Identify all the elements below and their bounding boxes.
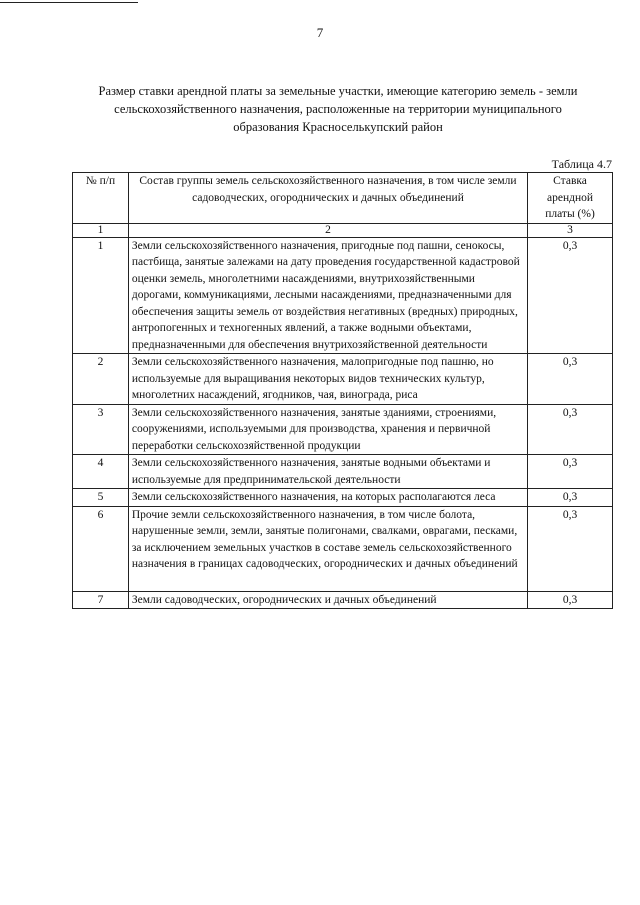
table-row — [73, 506, 613, 591]
row-spacer — [132, 573, 524, 591]
index-cell: 1 — [73, 223, 129, 237]
row-desc: Земли сельскохозяйственного назначения, занятые зданиями, строениями, сооружениями, используемыми для производства, хранения и первичной переработки сельскохозяйственной продукции — [128, 404, 527, 455]
page-number: 7 — [316, 25, 324, 40]
title-line-2: сельскохозяйственного назначения, расположенные на территории муниципального — [114, 102, 562, 116]
row-rate: 0,3 — [528, 489, 613, 507]
row-num: 3 — [73, 404, 129, 455]
row-desc: Земли садоводческих, огороднических и дачных объединений — [128, 591, 527, 609]
table-row — [73, 489, 613, 507]
row-rate: 0,3 — [528, 237, 613, 354]
top-rule — [0, 2, 138, 3]
table-row — [73, 404, 613, 455]
rent-rate-table — [72, 172, 613, 609]
table-row — [73, 455, 613, 489]
row-desc — [128, 506, 527, 591]
row-desc-text: Прочие земли сельскохозяйственного назначения, в том числе болота, нарушенные земли, земли, занятые полигонами, свалками, оврагами, песками, за исключением земельных участков в составе земель сельскохозяйственного назначения в границах садоводческих, огороднических и дачных объединений — [131, 508, 518, 570]
table-caption: Таблица 4.7 — [551, 157, 612, 171]
table-index-row — [73, 223, 613, 237]
header-num: № п/п — [73, 173, 129, 224]
table-header-row — [73, 173, 613, 224]
row-num: 7 — [73, 591, 129, 609]
table-row — [73, 354, 613, 405]
index-cell: 2 — [128, 223, 527, 237]
row-rate: 0,3 — [528, 591, 613, 609]
header-rate: Ставка арендной платы (%) — [528, 173, 613, 224]
row-desc: Земли сельскохозяйственного назначения, малопригодные под пашню, но используемые для выращивания некоторых видов технических культур, многолетних насаждений, ягодников, чая, винограда, риса — [128, 354, 527, 405]
table-row — [73, 237, 613, 354]
index-cell: 3 — [528, 223, 613, 237]
row-rate: 0,3 — [528, 506, 613, 591]
title-line-3: образования Красноселькупский район — [233, 120, 443, 134]
row-num: 5 — [73, 489, 129, 507]
table-row — [73, 591, 613, 609]
row-num: 4 — [73, 455, 129, 489]
row-desc: Земли сельскохозяйственного назначения, на которых располагаются леса — [128, 489, 527, 507]
row-num: 1 — [73, 237, 129, 354]
document-title — [82, 82, 594, 136]
row-rate: 0,3 — [528, 455, 613, 489]
row-rate: 0,3 — [528, 404, 613, 455]
row-num: 6 — [73, 506, 129, 591]
row-num: 2 — [73, 354, 129, 405]
title-line-1: Размер ставки арендной платы за земельные участки, имеющие категорию земель - земли — [98, 84, 578, 98]
row-desc: Земли сельскохозяйственного назначения, занятые водными объектами и используемые для предпринимательской деятельности — [128, 455, 527, 489]
row-rate: 0,3 — [528, 354, 613, 405]
header-desc: Состав группы земель сельскохозяйственного назначения, в том числе земли садоводческих, огороднических и дачных объединений — [128, 173, 527, 224]
row-desc: Земли сельскохозяйственного назначения, пригодные под пашни, сенокосы, пастбища, занятые залежами на дату проведения государственной кадастровой оценки земель, многолетними насаждениями, внутрихозяйственными дорогами, коммуникациями, лесными насаждениями, предназначенными для обеспечения защиты земель от воздействия негативных (вредных) природных, антропогенных и техногенных явлений, а также водными объектами, предназначенными для обеспечения внутрихозяйственной деятельности — [128, 237, 527, 354]
